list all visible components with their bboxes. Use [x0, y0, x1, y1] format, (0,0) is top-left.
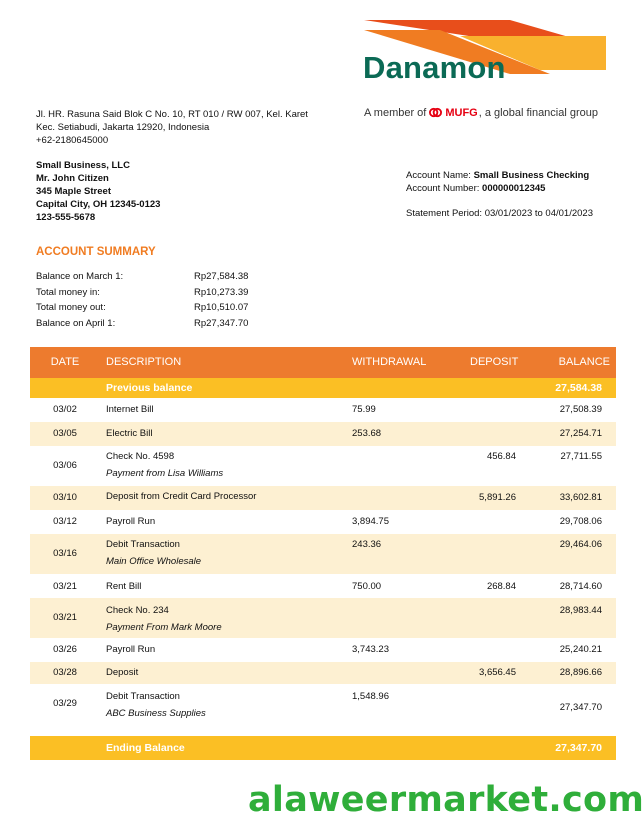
member-group: MUFG [445, 106, 478, 119]
row-subdescription: Main Office Wholesale [106, 556, 202, 567]
row-balance: 28,714.60 [559, 581, 602, 592]
table-row [30, 638, 616, 662]
customer-street: 345 Maple Street [36, 186, 111, 197]
row-balance: 27,347.70 [559, 702, 602, 713]
row-description: Debit Transaction [106, 539, 180, 550]
summary-value: Rp10,273.39 [194, 286, 249, 298]
row-description: Payroll Run [106, 644, 156, 655]
ending-balance-label: Ending Balance [106, 742, 185, 754]
row-date: 03/29 [53, 698, 77, 709]
row-withdrawal: 243.36 [352, 539, 382, 550]
account-name-value: Small Business Checking [473, 170, 590, 181]
table-header [30, 347, 616, 378]
summary-row [36, 287, 248, 303]
row-date: 03/05 [53, 428, 77, 439]
row-balance: 27,254.71 [559, 428, 602, 439]
mufg-logo-icon [429, 106, 442, 119]
row-description: Internet Bill [106, 404, 154, 415]
summary-row [36, 271, 248, 287]
row-deposit: 3,656.45 [479, 667, 516, 678]
table-row [30, 422, 616, 446]
account-number-label: Account Number: [406, 183, 480, 194]
account-summary-title: ACCOUNT SUMMARY [36, 246, 156, 258]
row-withdrawal: 750.00 [352, 581, 382, 592]
table-row [30, 398, 616, 422]
summary-value: Rp27,347.70 [194, 317, 249, 329]
row-description: Electric Bill [106, 428, 153, 439]
row-deposit: 268.84 [486, 581, 516, 592]
previous-balance-row [30, 378, 616, 398]
customer-address [36, 159, 160, 224]
watermark-text: alaweermarket.com [248, 780, 644, 820]
summary-label: Balance on April 1: [36, 317, 116, 329]
account-name-label: Account Name: [406, 170, 471, 181]
summary-value: Rp10,510.07 [194, 302, 249, 313]
row-balance: 29,464.06 [559, 539, 602, 550]
ending-balance-value: 27,347.70 [555, 742, 602, 754]
statement-period-value: 03/01/2023 to 04/01/2023 [484, 208, 593, 219]
row-description: Check No. 4598 [106, 451, 175, 462]
row-balance: 27,711.55 [560, 451, 602, 462]
statement-period-label: Statement Period: [406, 208, 483, 219]
header-description: DESCRIPTION [106, 356, 182, 368]
row-withdrawal: 253.68 [352, 428, 382, 439]
customer-city: Capital City, OH 12345-0123 [36, 199, 161, 210]
table-row [30, 684, 616, 724]
table-row [30, 534, 616, 574]
bank-address-line1: Jl. HR. Rasuna Said Blok C No. 10, RT 010 / RW 007, Kel. Karet [36, 109, 308, 120]
summary-value: Rp27,584.38 [194, 271, 249, 282]
row-balance: 28,983.44 [559, 605, 602, 616]
summary-row [36, 302, 248, 318]
summary-label: Balance on March 1: [36, 271, 124, 282]
summary-label: Total money in: [36, 286, 100, 298]
customer-contact: Mr. John Citizen [36, 173, 109, 184]
bank-phone: +62-2180645000 [36, 135, 109, 146]
account-number-row [406, 182, 589, 195]
previous-balance-label: Previous balance [106, 382, 193, 394]
account-info [406, 169, 589, 195]
row-description: Payroll Run [106, 516, 156, 527]
row-date: 03/12 [53, 516, 77, 527]
row-balance: 27,508.39 [559, 404, 602, 415]
row-balance: 29,708.06 [559, 516, 602, 527]
customer-phone: 123-555-5678 [36, 212, 96, 223]
row-date: 03/06 [53, 460, 77, 471]
table-row [30, 510, 616, 534]
header-deposit: DEPOSIT [470, 356, 519, 368]
table-row [30, 598, 616, 638]
row-balance: 33,602.81 [559, 492, 602, 503]
member-suffix: , a global financial group [478, 106, 598, 119]
row-withdrawal: 1,548.96 [352, 691, 389, 702]
header-date: DATE [50, 356, 80, 368]
member-line [364, 106, 598, 119]
row-deposit: 5,891.26 [479, 492, 516, 503]
summary-row [36, 318, 248, 334]
account-summary [36, 271, 248, 333]
row-withdrawal: 3,894.75 [352, 516, 389, 527]
row-date: 03/21 [53, 612, 77, 623]
row-subdescription: Payment From Mark Moore [106, 622, 222, 633]
statement-period [406, 208, 593, 219]
ending-balance-row [30, 736, 616, 760]
row-description: Check No. 234 [106, 605, 169, 616]
row-description: Deposit [106, 667, 139, 678]
row-description: Rent Bill [106, 581, 142, 592]
row-subdescription: ABC Business Supplies [106, 708, 206, 719]
row-date: 03/16 [53, 548, 77, 559]
row-date: 03/10 [53, 492, 77, 503]
account-number-value: 000000012345 [482, 183, 546, 194]
summary-label: Total money out: [36, 302, 106, 313]
table-row [30, 486, 616, 510]
row-date: 03/28 [53, 667, 77, 678]
table-row [30, 574, 616, 598]
row-description: Deposit from Credit Card Processor [106, 491, 257, 502]
account-name-row [406, 169, 589, 182]
customer-company: Small Business, LLC [36, 160, 130, 171]
row-balance: 25,240.21 [559, 644, 602, 655]
row-deposit: 456.84 [486, 451, 516, 462]
row-balance: 28,896.66 [559, 667, 602, 678]
transactions-table [30, 347, 616, 760]
table-row [30, 662, 616, 684]
row-date: 03/02 [53, 404, 77, 415]
row-withdrawal: 75.99 [352, 404, 376, 415]
row-date: 03/26 [53, 644, 77, 655]
row-date: 03/21 [53, 581, 77, 592]
previous-balance-value: 27,584.38 [555, 382, 602, 394]
bank-logo-text: Danamon [363, 50, 506, 85]
bank-address-line2: Kec. Setiabudi, Jakarta 12920, Indonesia [36, 122, 210, 133]
header-withdrawal: WITHDRAWAL [352, 356, 427, 368]
bank-address [36, 108, 336, 147]
member-prefix: A member of [364, 106, 427, 119]
table-row [30, 446, 616, 486]
row-subdescription: Payment from Lisa Williams [106, 468, 224, 479]
header-balance: BALANCE [558, 356, 610, 368]
row-withdrawal: 3,743.23 [352, 644, 389, 655]
row-description: Debit Transaction [106, 691, 180, 702]
